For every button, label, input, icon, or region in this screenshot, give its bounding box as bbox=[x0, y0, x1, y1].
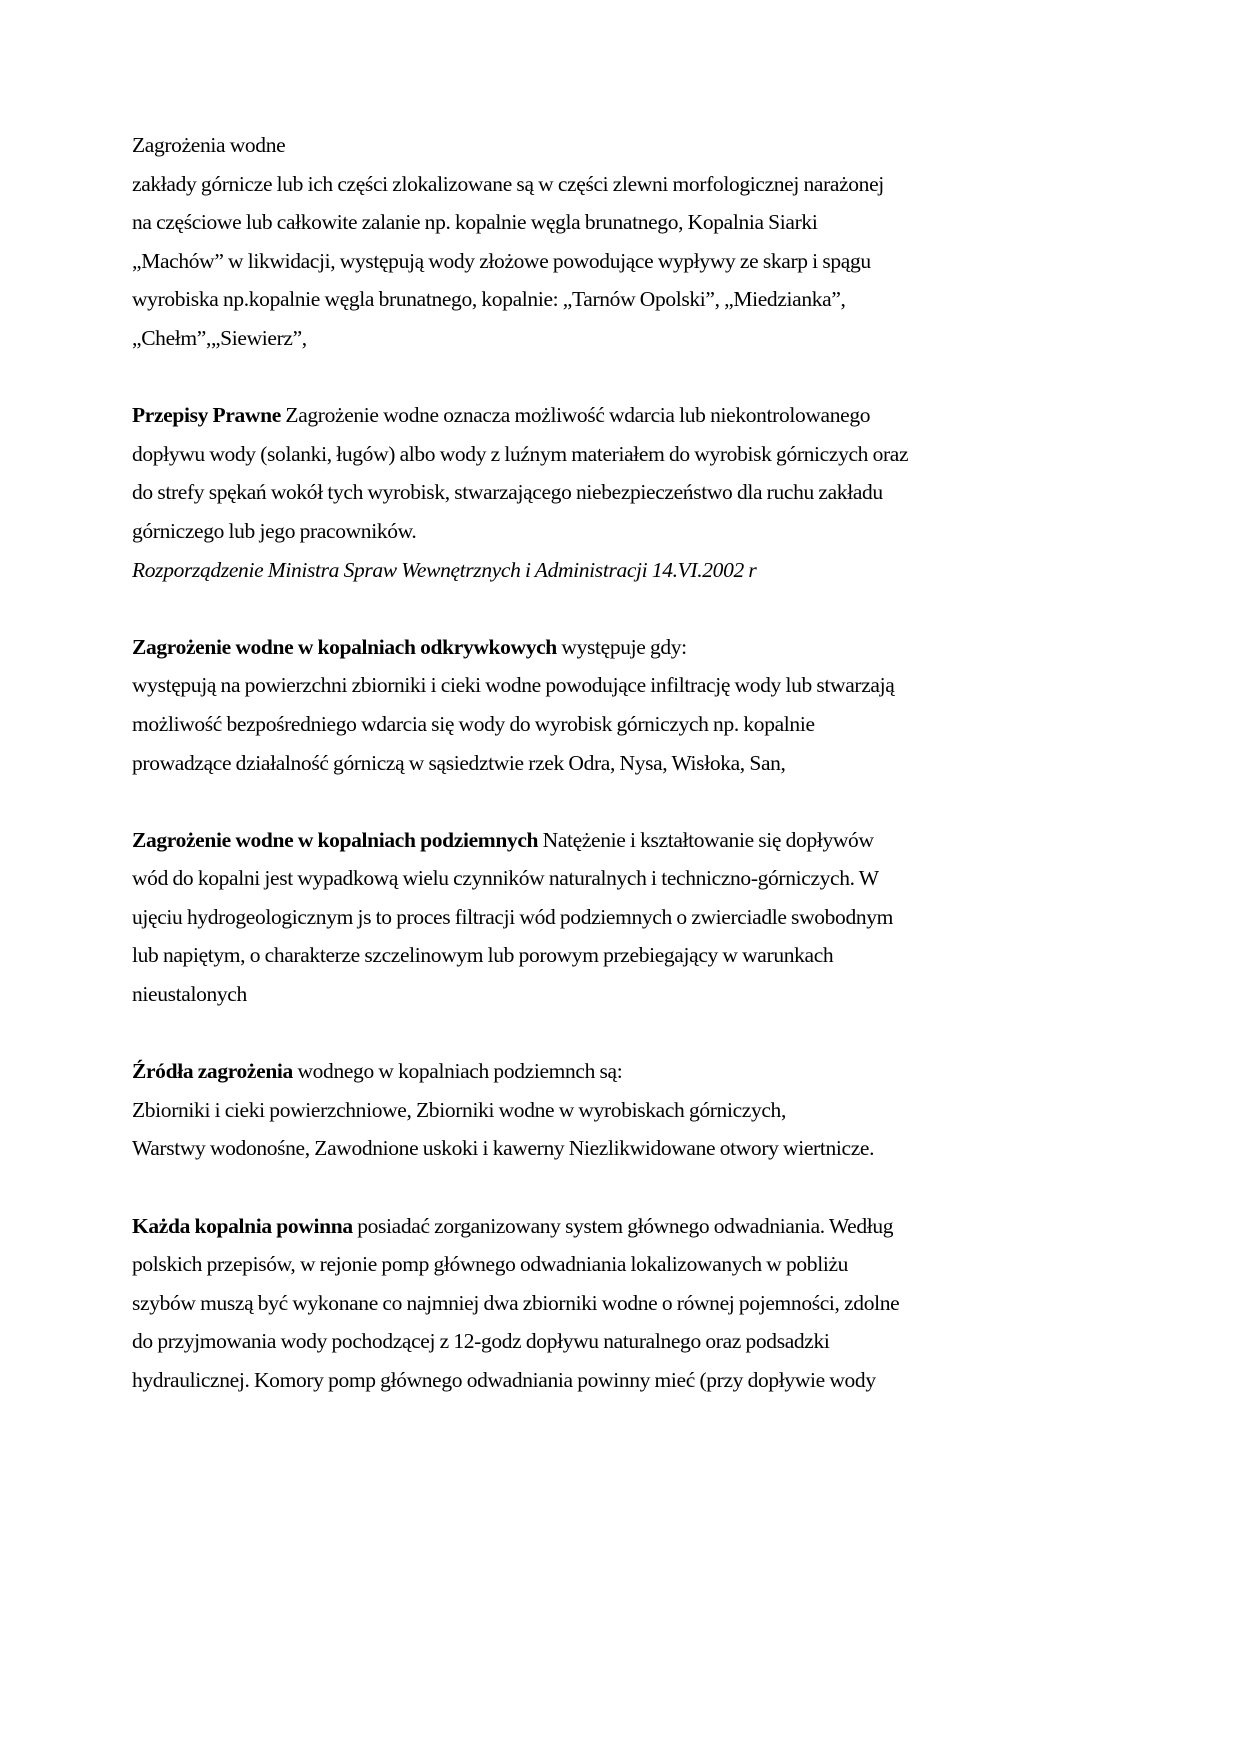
paragraph-line: lub napiętym, o charakterze szczelinowym lub porowym przebiegający w warunkach bbox=[132, 943, 834, 968]
paragraph-text: wodnego w kopalniach podziemnch są: bbox=[292, 1059, 623, 1084]
paragraph-line: do strefy spękań wokół tych wyrobisk, stwarzającego niebezpieczeństwo dla ruchu zakładu bbox=[132, 480, 883, 505]
paragraph-line: szybów muszą być wykonane co najmniej dwa zbiorniki wodne o równej pojemności, zdolne bbox=[132, 1290, 900, 1315]
spacer bbox=[132, 358, 1092, 397]
paragraph-line: występują na powierzchni zbiorniki i cieki wodne powodujące infiltrację wody lub stwarzają bbox=[132, 673, 895, 698]
paragraph-line bbox=[132, 396, 1092, 435]
paragraph-line: Zbiorniki i cieki powierzchniowe, Zbiorniki wodne w wyrobiskach górniczych, bbox=[132, 1097, 786, 1122]
paragraph-line: górniczego lub jego pracowników. bbox=[132, 518, 417, 543]
paragraph-line: wyrobiska np.kopalnie węgla brunatnego, kopalnie: „Tarnów Opolski”, „Miedzianka”, bbox=[132, 287, 846, 312]
paragraph-line: wód do kopalni jest wypadkową wielu czynników naturalnych i techniczno-górniczych. W bbox=[132, 866, 879, 891]
paragraph-line: dopływu wody (solanki, ługów) albo wody z luźnym materiałem do wyrobisk górniczych oraz bbox=[132, 441, 909, 466]
paragraph-line: „Machów” w likwidacji, występują wody złożowe powodujące wypływy ze skarp i spągu bbox=[132, 248, 871, 273]
paragraph-line: zakłady górnicze lub ich części zlokalizowane są w części zlewni morfologicznej narażonej bbox=[132, 171, 884, 196]
spacer bbox=[132, 1014, 1092, 1053]
section-heading: Przepisy Prawne bbox=[132, 403, 281, 428]
document-body bbox=[132, 126, 1092, 1400]
spacer bbox=[132, 782, 1092, 821]
paragraph-line: nieustalonych bbox=[132, 982, 247, 1007]
paragraph-line: na częściowe lub całkowite zalanie np. kopalnie węgla brunatnego, Kopalnia Siarki bbox=[132, 210, 818, 235]
section-heading: Każda kopalnia powinna bbox=[132, 1213, 353, 1238]
paragraph-line: Warstwy wodonośne, Zawodnione uskoki i kawerny Niezlikwidowane otwory wiertnicze. bbox=[132, 1136, 875, 1161]
paragraph-line: do przyjmowania wody pochodzącej z 12-godz dopływu naturalnego oraz podsadzki bbox=[132, 1329, 830, 1354]
section-legal bbox=[132, 396, 1092, 589]
paragraph-line: możliwość bezpośredniego wdarcia się wody do wyrobisk górniczych np. kopalnie bbox=[132, 711, 815, 736]
paragraph-text: występuje gdy: bbox=[556, 634, 687, 659]
section-sources bbox=[132, 1052, 1092, 1168]
paragraph-line bbox=[132, 1207, 1092, 1246]
section-underground bbox=[132, 821, 1092, 1014]
paragraph-line: prowadzące działalność górniczą w sąsiedztwie rzek Odra, Nysa, Wisłoka, San, bbox=[132, 750, 786, 775]
paragraph-line: polskich przepisów, w rejonie pomp głównego odwadniania lokalizowanych w pobliżu bbox=[132, 1252, 849, 1277]
section-heading: Zagrożenie wodne w kopalniach odkrywkowych bbox=[132, 634, 557, 659]
section-intro bbox=[132, 165, 1092, 358]
paragraph-line bbox=[132, 628, 1092, 667]
paragraph-line bbox=[132, 821, 1092, 860]
paragraph-line bbox=[132, 1052, 1092, 1091]
paragraph-text: Natężenie i kształtowanie się dopływów bbox=[538, 827, 874, 852]
paragraph-line: „Chełm”,„Siewierz”, bbox=[132, 325, 307, 350]
spacer bbox=[132, 1168, 1092, 1207]
legal-citation: Rozporządzenie Ministra Spraw Wewnętrznych i Administracji 14.VI.2002 r bbox=[132, 557, 757, 582]
section-open-pit bbox=[132, 628, 1092, 782]
document-title: Zagrożenia wodne bbox=[132, 133, 286, 157]
section-heading: Źródła zagrożenia bbox=[132, 1059, 293, 1084]
section-drainage bbox=[132, 1207, 1092, 1400]
spacer bbox=[132, 589, 1092, 628]
paragraph-text: posiadać zorganizowany system głównego odwadniania. Według bbox=[352, 1213, 894, 1238]
paragraph-line: hydraulicznej. Komory pomp głównego odwadniania powinny mieć (przy dopływie wody bbox=[132, 1368, 876, 1392]
paragraph-line: ujęciu hydrogeologicznym js to proces filtracji wód podziemnych o zwierciadle swobodnym bbox=[132, 904, 894, 929]
section-heading: Zagrożenie wodne w kopalniach podziemnych bbox=[132, 827, 539, 852]
paragraph-text: Zagrożenie wodne oznacza możliwość wdarcia lub niekontrolowanego bbox=[280, 403, 871, 428]
